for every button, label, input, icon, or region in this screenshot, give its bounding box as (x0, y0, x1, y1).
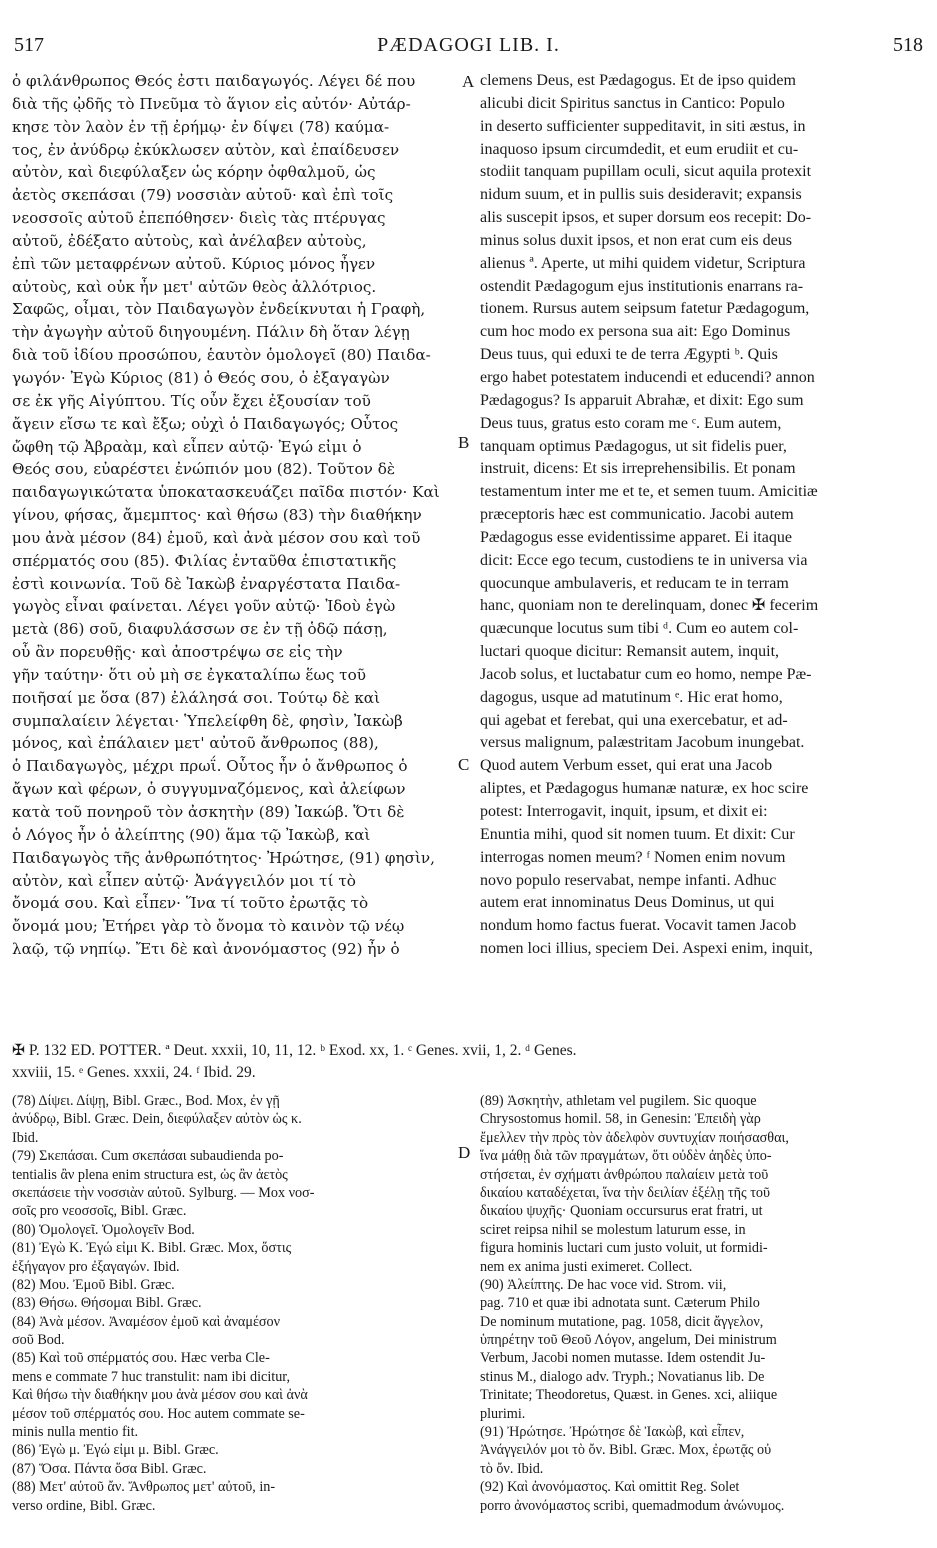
note-line: δικαίου ψυχῆς· Quoniam occursurus erat fratri, ut (480, 1203, 763, 1220)
greek-text-line: διὰ τῆς ᾠδῆς τὸ Πνεῦμα τὸ ἅγιον εἰς αὐτόν· Αὐτάρ- (12, 94, 411, 113)
latin-text-line: novo populo reservabat, nempe infanti. Adhuc (480, 871, 777, 889)
latin-text-line: alis suscepit ipsos, et super dorsum eos recepit: Do- (480, 209, 812, 227)
note-line: plurimi. (480, 1405, 526, 1422)
note-line: Trinitate; Theodoretus, Quæst. in Genes. xci, aliique (480, 1387, 778, 1404)
greek-text-line: αὐτὸν, καὶ εἶπεν αὐτῷ· Ἀνάγγειλόν μοι τί τὸ (12, 871, 356, 890)
notes-left-column (12, 1092, 452, 1515)
greek-text-line: Σαφῶς, οἶμαι, τὸν Παιδαγωγὸν ἐνδείκνυται ἡ Γραφὴ, (12, 300, 426, 319)
greek-text-line: αὐτοὺς, καὶ οὐκ ἦν μετ' αὐτῶν θεὸς ἀλλότριος. (12, 277, 377, 296)
note-line: (88) Μετ' αὐτοῦ ἄν. Ἄνθρωπος μετ' αὐτοῦ, in- (12, 1479, 276, 1496)
page-number-right: 518 (893, 34, 923, 56)
note-line: mens e commate 7 huc transtulit: nam ibi dicitur, (12, 1368, 290, 1385)
greek-text-line: μου ἀνὰ μέσον (84) ἐμοῦ, καὶ ἀνὰ μέσον σου καὶ τοῦ (12, 528, 421, 547)
scripture-references (12, 1040, 924, 1084)
note-line: Καὶ θήσω τὴν διαθήκην μου ἀνὰ μέσον σου καὶ ἀνὰ (12, 1387, 308, 1404)
latin-text-line: inaquoso ipsum circumdedit, et eum erudiit et cu- (480, 140, 799, 158)
latin-text-line: cum hoc modo ex persona sua ait: Ego Dominus (480, 323, 791, 341)
note-line: (87) Ὅσα. Πάντα ὅσα Bibl. Græc. (12, 1460, 207, 1477)
section-marker-d: D (458, 1143, 471, 1162)
running-header (14, 34, 923, 64)
greek-text-line: μόνος, καὶ ἐπάλαιεν μετ' αὐτοῦ ἄνθρωπος (88), (12, 734, 379, 753)
latin-text-line: clemens Deus, est Pædagogus. Et de ipso quidem (480, 72, 796, 89)
note-line: figura hominis luctari cum justo voluit, ut formidi- (480, 1240, 768, 1257)
latin-text-line: Jacob solus, et luctabatur cum eo homo, nempe Pæ- (480, 665, 812, 683)
greek-text-line: ὄνομά μου; Ἐτήρει γὰρ τὸ ὄνομα τὸ καινὸν τῷ νέῳ (12, 917, 405, 936)
greek-text-line: Παιδαγωγὸς τῆς ἀνθρωπότητος· Ἠρώτησε, (91) φησὶν, (12, 848, 435, 867)
note-line: μέσον τοῦ σπέρματός σου. Hoc autem commate se- (12, 1405, 305, 1422)
footnote-reference-line: ✠ P. 132 ED. POTTER. ª Deut. xxxii, 10, 11, 12. ᵇ Exod. xx, 1. ᶜ Genes. xvii, 1, 2. ᵈ Genes. (12, 1042, 577, 1059)
latin-text-line: Deus tuus, qui eduxi te de terra Ægypti ᵇ. Quis (480, 346, 778, 364)
section-marker-b: B (458, 433, 470, 452)
greek-text-line: ὤφθη τῷ Ἀβραὰμ, καὶ εἶπεν αὐτῷ· Ἐγώ εἰμι ὁ (12, 437, 362, 456)
latin-text-line: Pædagogus esse evidentissime apparet. Ei itaque (480, 528, 792, 546)
latin-text-line: autem erat innominatus Deus Dominus, ut qui (480, 894, 775, 912)
latin-text-line: instruit, dicens: Et sis irreprehensibilis. Et ponam (480, 460, 796, 478)
note-line: σκεπάσειε τὴν νοσσιὰν αὐτοῦ. Sylburg. — Mox νοσ- (12, 1184, 315, 1201)
notes-right-column (480, 1092, 920, 1515)
note-line: (86) Ἐγὼ μ. Ἐγώ εἰμι μ. Bibl. Græc. (12, 1442, 219, 1459)
greek-text-line: γωγόν· Ἐγὼ Κύριος (81) ὁ Θεός σου, ὁ ἐξαγαγὼν (12, 368, 390, 387)
greek-text-line: γῆν ταύτην· ὅτι οὐ μὴ σε ἐγκαταλίπω ἕως τοῦ (12, 665, 366, 684)
note-line: ἔμελλεν τὴν πρὸς τὸν ἀδελφὸν συντυχίαν ποιήσασθαι, (480, 1129, 789, 1146)
page-number-left: 517 (14, 34, 44, 56)
note-line: Chrysostomus homil. 58, in Genesin: Ἐπειδὴ γὰρ (480, 1111, 761, 1128)
greek-text-line: ἄγειν εἴσω τε καὶ ἔξω; οὐχὶ ὁ Παιδαγωγός; Οὗτος (12, 414, 399, 433)
latin-text-line: testamentum inter me et te, et semen tuum. Amicitiæ (480, 483, 818, 501)
running-title: PÆDAGOGI LIB. I. (377, 34, 560, 56)
note-line: Verbum, Jacobi nomen mutasse. Idem ostendit Ju- (480, 1350, 766, 1367)
note-line: nem ex anima justi eximeret. Collect. (480, 1258, 693, 1275)
latin-text-line: stodiit tanquam pupillam oculi, sicut aquila protexit (480, 163, 812, 181)
note-line: pag. 710 et quæ ibi adnotata sunt. Cæterum Philo (480, 1295, 760, 1312)
note-line: ἵνα μάθῃ διὰ τῶν πραγμάτων, ὅτι οὐδὲν ἀηδὲς ὑπο- (480, 1148, 772, 1165)
section-marker-a: A (462, 72, 475, 91)
greek-text-line: αὐτοῦ, ἐδέξατο αὐτοὺς, καὶ ἀνέλαβεν αὐτοὺς, (12, 231, 367, 250)
latin-text-line: nidum suum, et in pullis suis desideravit; expansis (480, 186, 802, 204)
latin-text-line: Pædagogus? Is apparuit Abrahæ, et dixit: Ego sum (480, 391, 804, 409)
greek-text-line: ὄνομά σου. Καὶ εἶπεν· Ἵνα τί τοῦτο ἐρωτᾷς τὸ (12, 894, 369, 913)
greek-text-line: κατὰ τοῦ πονηροῦ τὸν ἀσκητὴν (89) Ἰακώβ. Ὅτι δὲ (12, 803, 405, 821)
greek-text-line: κησε τὸν λαὸν ἐν τῇ ἐρήμῳ· ἐν δίψει (78) καύμα- (12, 117, 390, 136)
footnote-reference-line: xxviii, 15. ᵉ Genes. xxxii, 24. ᶠ Ibid. 29. (12, 1064, 256, 1081)
latin-text-line: potest: Interrogavit, inquit, ipsum, et dixit ei: (480, 803, 768, 820)
latin-text-line: minus solus duxit ipsos, et non erat cum eis deus (480, 231, 792, 249)
greek-text-line: οὗ ἂν πορευθῇς· καὶ ἀποστρέψω σε εἰς τὴν (12, 643, 343, 662)
latin-text-line: qui agebat et ferebat, qui una exercebatur, et ad- (480, 711, 788, 729)
note-line: τὸ ὄν. Ibid. (480, 1460, 544, 1477)
note-line: (81) Ἐγὼ Κ. Ἐγώ εἰμι Κ. Bibl. Græc. Mox, ὅστις (12, 1240, 292, 1257)
note-line: (89) Ἀσκητὴν, athletam vel pugilem. Sic quoque (480, 1093, 757, 1109)
greek-text-line: σε ἐκ γῆς Αἰγύπτου. Τίς οὖν ἔχει ἐξουσίαν τοῦ (12, 391, 371, 410)
latin-text-line: dagogus, usque ad matutinum ᵉ. Hic erat homo, (480, 688, 783, 706)
note-line: (79) Σκεπάσαι. Cum σκεπάσαι subaudienda po- (12, 1148, 284, 1165)
note-line: ἀνύδρῳ, Bibl. Græc. Dein, διεφύλαξεν αὐτὸν ὡς κ. (12, 1111, 302, 1128)
latin-text-line: luctari quoque dicitur: Remansit autem, inquit, (480, 643, 780, 661)
note-line: porro ἀνονόμαστος scribi, quemadmodum ἀνώνυμος. (480, 1497, 785, 1514)
note-line: stinus M., dialogo adv. Tryph.; Novatianus lib. De (480, 1368, 765, 1385)
greek-text-line: τὴν ἀγωγὴν αὐτοῦ διηγουμένη. Πάλιν δὴ ὅταν λέγῃ (12, 323, 410, 342)
latin-text-line: Enuntia mihi, quod sit nomen tuum. Et dixit: Cur (480, 825, 795, 843)
note-line: ἐξήγαγον pro ἐξαγαγών. Ibid. (12, 1258, 180, 1275)
note-line: (82) Μου. Ἐμοῦ Bibl. Græc. (12, 1276, 175, 1293)
latin-text-line: hanc, quoniam non te derelinquam, donec ✠ fecerim (480, 597, 819, 615)
greek-text-line: ἐστὶ κοινωνία. Τοῦ δὲ Ἰακὼβ ἐναργέστατα Παιδα- (12, 574, 401, 593)
note-line: δικαίου καταδέχεται, ἵνα τὴν δειλίαν ἐξέλῃ τῆς τοῦ (480, 1184, 771, 1201)
latin-text-line: ostendit Pædagogum ejus institutionis enarrans ra- (480, 277, 804, 295)
latin-text-line: præceptoris hæc est communicatio. Jacobi autem (480, 506, 794, 524)
note-line: ὑπηρέτην τοῦ Θεοῦ Λόγον, angelum, Dei ministrum (480, 1332, 777, 1349)
latin-text-line: versus malignum, palæstritam Jacobum inungebat. (480, 734, 805, 752)
greek-text-line: ἐπὶ τῶν μεταφρένων αὐτοῦ. Κύριος μόνος ἦγεν (12, 254, 376, 273)
greek-text-line: ὁ Παιδαγωγὸς, μέχρι πρωΐ. Οὗτος ἦν ὁ ἄνθρωπος ὁ (12, 757, 408, 776)
latin-text-line: quocunque ambulaveris, et reducam te in terram (480, 574, 789, 592)
note-line: σοῖς pro νεοσσοῖς, Bibl. Græc. (12, 1203, 187, 1220)
latin-text-line: quæcunque locutus sum tibi ᵈ. Cum eo autem col- (480, 620, 799, 638)
greek-text-line: αὐτὸν, καὶ διεφύλαξεν ὡς κόρην ὀφθαλμοῦ, ὡς (12, 163, 376, 182)
note-line: (91) Ἠρώτησε. Ἠρώτησε δὲ Ἰακὼβ, καὶ εἶπεν, (480, 1424, 745, 1441)
latin-text-line: nomen loci illius, speciem Dei. Aspexi enim, inquit, (480, 940, 813, 958)
greek-text-line: ὁ Λόγος ἦν ὁ ἀλείπτης (90) ἅμα τῷ Ἰακὼβ, καὶ (12, 825, 371, 844)
latin-text-line: alienus ª. Aperte, ut mihi quidem videtur, Scriptura (480, 254, 806, 272)
note-line: verso ordine, Bibl. Græc. (12, 1497, 156, 1514)
latin-text-line: alicubi dicit Spiritus sanctus in Cantico: Populo (480, 94, 785, 112)
greek-text-column (12, 70, 460, 961)
latin-text-line: in deserto sufficienter suppeditavit, in siti æstus, in (480, 117, 806, 135)
greek-text-line: σπέρματός σου (85). Φιλίας ἐνταῦθα ἐπιστατικῆς (12, 551, 397, 570)
greek-text-line: νεοσσοῖς αὐτοῦ ἐπεπόθησεν· διεὶς τὰς πτέρυγας (12, 209, 386, 228)
greek-text-line: ἀετὸς σκεπάσαι (79) νοσσιὰν αὐτοῦ· καὶ ἐπὶ τοῖς (12, 186, 394, 205)
latin-text-line: Quod autem Verbum esset, qui erat una Jacob (480, 757, 773, 775)
note-line: στήσεται, ἐν σχήματι ἀνθρώπου παλαίειν μετὰ τοῦ (480, 1166, 769, 1183)
greek-text-line: ποιῆσαί με ὅσα (87) ἐλάλησά σοι. Τούτῳ δὲ καὶ (12, 688, 381, 707)
latin-text-line: tanquam optimus Pædagogus, ut sit fidelis puer, (480, 437, 787, 455)
latin-text-line: Deus tuus, gratus esto coram me ᶜ. Eum autem, (480, 414, 782, 432)
note-line: Ἀνάγγειλόν μοι τὸ ὄν. Bibl. Græc. Mox, ἐρωτᾷς οὐ (480, 1442, 772, 1459)
latin-text-line: dicit: Ecce ego tecum, custodiens te in universa via (480, 551, 808, 569)
latin-text-line: nondum homo factus fuerat. Vocavit tamen Jacob (480, 917, 797, 935)
greek-text-line: Θεός σου, εὐαρέστει ἐνώπιόν μου (82). Τοῦτον δὲ (12, 460, 395, 479)
note-line: σοῦ Bod. (12, 1332, 65, 1349)
note-line: (83) Θήσω. Θήσομαι Bibl. Græc. (12, 1295, 202, 1312)
latin-text-line: tionem. Rursus autem seipsum fatetur Pædagogum, (480, 300, 810, 318)
latin-text-line: interrogas nomen meum? ᶠ Nomen enim novum (480, 848, 786, 866)
greek-text-line: γίνου, φήσας, ἄμεμπτος· καὶ θήσω (83) τὴν διαθήκην (12, 506, 422, 525)
greek-text-line: γωγὸς εἶναι φαίνεται. Λέγει γοῦν αὐτῷ· Ἰδοὺ ἐγὼ (12, 597, 396, 616)
section-marker-c: C (458, 755, 470, 774)
greek-text-line: διὰ τοῦ ἰδίου προσώπου, ἑαυτὸν ὁμολογεῖ (80) Παιδα- (12, 346, 431, 365)
note-line: (78) Δίψει. Δίψῃ, Bibl. Græc., Bod. Mox, ἐν γῇ (12, 1093, 280, 1109)
greek-text-line: λαῷ, τῷ νηπίῳ. Ἔτι δὲ καὶ ἀνονόμαστος (92) ἦν ὁ (12, 940, 400, 959)
note-line: tentialis ἂν plena enim structura est, ὡς ἂν ἀετὸς (12, 1166, 288, 1183)
note-line: Ibid. (12, 1129, 39, 1146)
greek-text-line: παιδαγωγικώτατα ὑποκατασκευάζει παῖδα πιστόν· Καὶ (12, 483, 440, 502)
note-line: sciret reipsa nihil se molestum laturum esse, in (480, 1221, 746, 1238)
latin-text-line: ergo habet potestatem inducendi et educendi? annon (480, 368, 815, 386)
greek-text-line: ἄγων καὶ φέρων, ὁ συγγυμναζόμενος, καὶ ἀλείφων (12, 780, 406, 799)
note-line: (80) Ὁμολογεῖ. Ὁμολογεῖν Bod. (12, 1221, 195, 1238)
note-line: De nominum mutatione, pag. 1058, dicit ἄγγελον, (480, 1313, 764, 1330)
note-line: minis nulla mentio fit. (12, 1424, 139, 1441)
greek-text-line: συμπαλαίειν λέγεται· Ὑπελείφθη δὲ, φησὶν, Ἰακὼβ (12, 711, 403, 730)
greek-text-line: μετὰ (86) σοῦ, διαφυλάσσων σε ἐν τῇ ὁδῷ πάσῃ, (12, 620, 388, 639)
note-line: (84) Ἀνὰ μέσον. Ἀναμέσον ἐμοῦ καὶ ἀναμέσον (12, 1313, 281, 1330)
note-line: (85) Καὶ τοῦ σπέρματός σου. Hæc verba Cle- (12, 1350, 270, 1367)
latin-text-column (480, 70, 920, 961)
latin-text-line: aliptes, et Pædagogus humanæ naturæ, ex hoc scire (480, 780, 809, 798)
note-line: (92) Καὶ ἀνονόμαστος. Καὶ omittit Reg. Solet (480, 1479, 740, 1496)
note-line: (90) Ἀλείπτης. De hac voce vid. Strom. vii, (480, 1276, 727, 1293)
greek-text-line: τος, ἐν ἀνύδρῳ ἐκύκλωσεν αὐτὸν, καὶ ἐπαίδευσεν (12, 140, 400, 159)
greek-text-line: ὁ φιλάνθρωπος Θεός ἐστι παιδαγωγός. Λέγει δέ που (12, 72, 416, 90)
